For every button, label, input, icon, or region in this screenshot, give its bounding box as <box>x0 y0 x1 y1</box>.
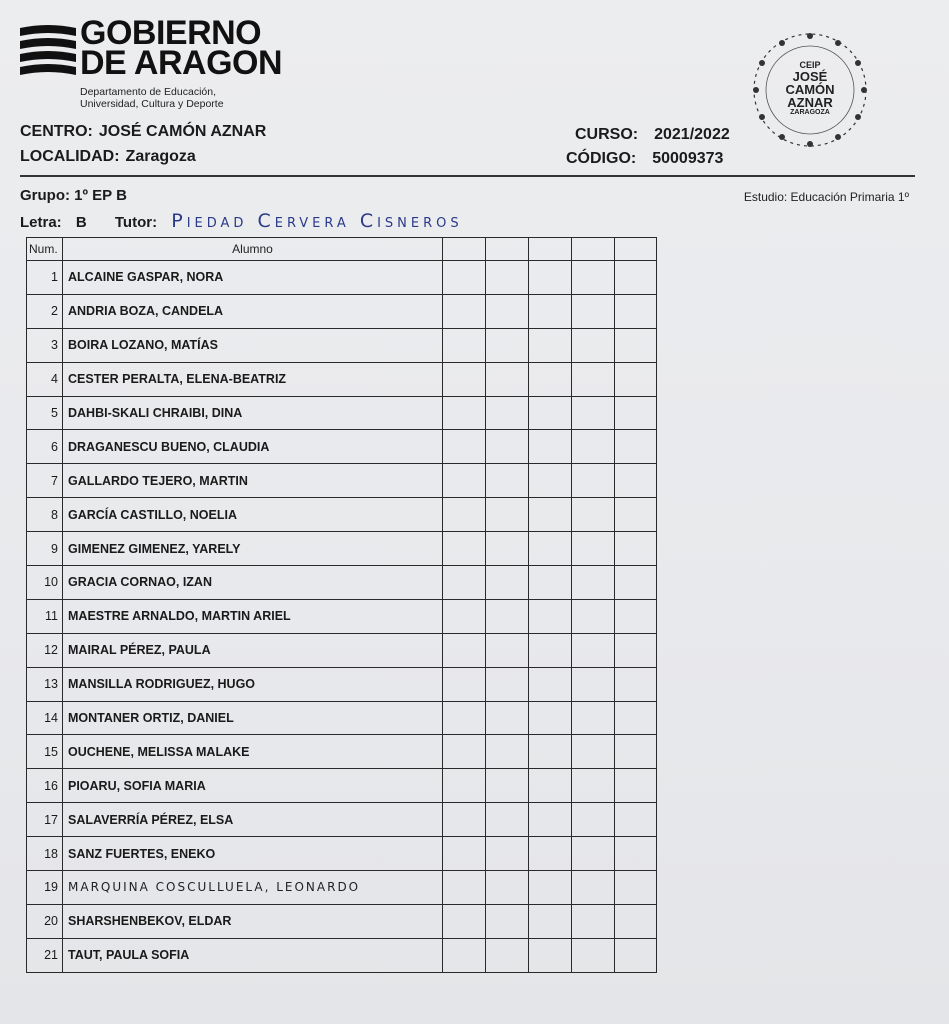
blank-cell <box>486 803 529 837</box>
blank-cell <box>486 362 529 396</box>
codigo-field <box>566 150 723 168</box>
blank-cell <box>443 769 486 803</box>
blank-cell <box>615 362 657 396</box>
student-number: 7 <box>27 464 63 498</box>
blank-cell <box>572 701 615 735</box>
blank-cell <box>615 837 657 871</box>
blank-column-header <box>615 238 657 261</box>
blank-cell <box>572 803 615 837</box>
blank-cell <box>529 294 572 328</box>
blank-cell <box>615 599 657 633</box>
blank-cell <box>529 430 572 464</box>
table-row <box>27 769 657 803</box>
grupo-label: Grupo: <box>20 187 70 204</box>
blank-cell <box>529 871 572 905</box>
blank-cell <box>615 396 657 430</box>
blank-cell <box>486 464 529 498</box>
blank-cell <box>443 701 486 735</box>
blank-cell <box>572 769 615 803</box>
blank-cell <box>572 633 615 667</box>
blank-cell <box>443 871 486 905</box>
localidad-value: Zaragoza <box>125 148 196 165</box>
logo-stripes-icon <box>20 24 76 80</box>
codigo-label: CÓDIGO: <box>566 150 637 167</box>
blank-cell <box>443 498 486 532</box>
student-name: DRAGANESCU BUENO, CLAUDIA <box>63 430 443 464</box>
blank-cell <box>572 294 615 328</box>
department-name <box>80 86 224 110</box>
blank-cell <box>486 261 529 295</box>
blank-cell <box>486 904 529 938</box>
student-number: 19 <box>27 871 63 905</box>
blank-cell <box>572 904 615 938</box>
table-row <box>27 261 657 295</box>
logo-line-2: DE ARAGON <box>80 44 283 82</box>
blank-cell <box>486 735 529 769</box>
blank-cell <box>529 464 572 498</box>
blank-cell <box>443 667 486 701</box>
blank-cell <box>529 938 572 972</box>
blank-cell <box>615 735 657 769</box>
student-name: TAUT, PAULA SOFIA <box>63 938 443 972</box>
blank-cell <box>615 667 657 701</box>
blank-cell <box>572 328 615 362</box>
blank-cell <box>486 396 529 430</box>
table-row <box>27 599 657 633</box>
student-name: GARCÍA CASTILLO, NOELIA <box>63 498 443 532</box>
curso-label: CURSO: <box>575 126 639 143</box>
blank-cell <box>615 294 657 328</box>
student-number: 20 <box>27 904 63 938</box>
student-number: 10 <box>27 566 63 600</box>
department-line-1: Departamento de Educación, <box>80 86 217 98</box>
blank-cell <box>443 938 486 972</box>
codigo-value: 50009373 <box>652 150 724 167</box>
seal-line-2: JOSÉ <box>792 69 828 84</box>
tutor-label: Tutor: <box>114 214 158 231</box>
blank-column-header <box>486 238 529 261</box>
blank-cell <box>443 566 486 600</box>
seal-line-3: CAMÓN <box>785 82 835 97</box>
table-row <box>27 294 657 328</box>
letra-tutor-field <box>20 210 463 232</box>
table-row <box>27 498 657 532</box>
blank-cell <box>615 871 657 905</box>
student-number: 17 <box>27 803 63 837</box>
student-number: 14 <box>27 701 63 735</box>
blank-cell <box>486 837 529 871</box>
estudio-label: Estudio: Educación Primaria 1º <box>743 190 909 204</box>
blank-cell <box>486 938 529 972</box>
curso-value: 2021/2022 <box>654 126 730 143</box>
student-name: MAIRAL PÉREZ, PAULA <box>63 633 443 667</box>
blank-cell <box>529 396 572 430</box>
blank-cell <box>486 532 529 566</box>
blank-cell <box>529 362 572 396</box>
grupo-field <box>20 187 127 204</box>
student-name: SHARSHENBEKOV, ELDAR <box>63 904 443 938</box>
student-number: 5 <box>27 396 63 430</box>
blank-cell <box>572 871 615 905</box>
table-row <box>27 904 657 938</box>
student-number: 16 <box>27 769 63 803</box>
student-name: SANZ FUERTES, ENEKO <box>63 837 443 871</box>
blank-cell <box>443 396 486 430</box>
localidad-field <box>20 148 196 166</box>
table-row <box>27 938 657 972</box>
blank-cell <box>529 261 572 295</box>
table-row <box>27 837 657 871</box>
seal-line-5: ZARAGOZA <box>790 109 830 116</box>
table-row <box>27 871 657 905</box>
blank-cell <box>486 871 529 905</box>
blank-cell <box>443 328 486 362</box>
blank-cell <box>529 701 572 735</box>
blank-cell <box>443 599 486 633</box>
student-number: 2 <box>27 294 63 328</box>
student-name: BOIRA LOZANO, MATÍAS <box>63 328 443 362</box>
blank-cell <box>443 464 486 498</box>
blank-cell <box>529 769 572 803</box>
blank-cell <box>572 938 615 972</box>
student-name: GALLARDO TEJERO, MARTIN <box>63 464 443 498</box>
student-number: 13 <box>27 667 63 701</box>
student-name: MANSILLA RODRIGUEZ, HUGO <box>63 667 443 701</box>
seal-line-4: AZNAR <box>787 95 833 110</box>
letra-label: Letra: <box>20 214 62 231</box>
tutor-value: Piedad Cervera Cisneros <box>171 210 463 232</box>
blank-cell <box>486 769 529 803</box>
blank-cell <box>486 633 529 667</box>
blank-cell <box>572 599 615 633</box>
blank-cell <box>615 938 657 972</box>
student-number: 18 <box>27 837 63 871</box>
student-name: PIOARU, SOFIA MARIA <box>63 769 443 803</box>
blank-cell <box>615 464 657 498</box>
student-name: OUCHENE, MELISSA MALAKE <box>63 735 443 769</box>
blank-cell <box>615 261 657 295</box>
table-row <box>27 464 657 498</box>
table-header-row <box>27 238 657 261</box>
student-name: MAESTRE ARNALDO, MARTIN ARIEL <box>63 599 443 633</box>
student-number: 6 <box>27 430 63 464</box>
grupo-value: 1º EP B <box>74 187 127 204</box>
blank-column-header <box>572 238 615 261</box>
alumno-column-header: Alumno <box>63 238 443 261</box>
blank-cell <box>529 599 572 633</box>
table-row <box>27 566 657 600</box>
blank-cell <box>486 294 529 328</box>
blank-cell <box>529 904 572 938</box>
centro-value: JOSÉ CAMÓN AZNAR <box>98 123 267 140</box>
student-name: ALCAINE GASPAR, NORA <box>63 261 443 295</box>
blank-cell <box>615 566 657 600</box>
blank-cell <box>486 701 529 735</box>
blank-cell <box>615 701 657 735</box>
student-number: 4 <box>27 362 63 396</box>
blank-cell <box>615 532 657 566</box>
blank-cell <box>443 904 486 938</box>
school-seal <box>750 30 870 150</box>
blank-cell <box>443 803 486 837</box>
blank-cell <box>615 328 657 362</box>
student-number: 11 <box>27 599 63 633</box>
student-name: SALAVERRÍA PÉREZ, ELSA <box>63 803 443 837</box>
blank-cell <box>529 633 572 667</box>
table-row <box>27 803 657 837</box>
table-row <box>27 328 657 362</box>
blank-cell <box>486 566 529 600</box>
blank-cell <box>529 328 572 362</box>
table-row <box>27 735 657 769</box>
num-column-header: Num. <box>27 238 63 261</box>
blank-cell <box>615 803 657 837</box>
blank-cell <box>529 532 572 566</box>
blank-cell <box>529 667 572 701</box>
blank-cell <box>615 904 657 938</box>
blank-cell <box>529 566 572 600</box>
student-name: GRACIA CORNAO, IZAN <box>63 566 443 600</box>
student-number: 1 <box>27 261 63 295</box>
blank-cell <box>572 430 615 464</box>
student-number: 9 <box>27 532 63 566</box>
blank-cell <box>615 769 657 803</box>
blank-cell <box>486 430 529 464</box>
blank-cell <box>443 633 486 667</box>
blank-column-header <box>529 238 572 261</box>
department-line-2: Universidad, Cultura y Deporte <box>80 98 224 110</box>
blank-cell <box>529 498 572 532</box>
blank-cell <box>443 532 486 566</box>
blank-cell <box>486 667 529 701</box>
blank-cell <box>443 294 486 328</box>
blank-cell <box>572 396 615 430</box>
student-name: MARQUINA COSCULLUELA, LEONARDO <box>63 871 443 905</box>
blank-cell <box>529 735 572 769</box>
table-row <box>27 701 657 735</box>
blank-cell <box>572 498 615 532</box>
table-row <box>27 667 657 701</box>
student-number: 21 <box>27 938 63 972</box>
student-table <box>26 237 657 973</box>
student-number: 12 <box>27 633 63 667</box>
logo-line-1: GOBIERNO <box>80 14 262 52</box>
blank-cell <box>529 803 572 837</box>
student-number: 3 <box>27 328 63 362</box>
blank-cell <box>443 362 486 396</box>
student-number: 8 <box>27 498 63 532</box>
table-row <box>27 633 657 667</box>
blank-cell <box>615 430 657 464</box>
table-row <box>27 396 657 430</box>
blank-cell <box>572 464 615 498</box>
table-row <box>27 430 657 464</box>
localidad-label: LOCALIDAD: <box>20 148 120 165</box>
table-row <box>27 362 657 396</box>
blank-cell <box>572 667 615 701</box>
blank-cell <box>443 735 486 769</box>
blank-cell <box>615 498 657 532</box>
student-name: MONTANER ORTIZ, DANIEL <box>63 701 443 735</box>
student-number: 15 <box>27 735 63 769</box>
student-name: GIMENEZ GIMENEZ, YARELY <box>63 532 443 566</box>
blank-cell <box>529 837 572 871</box>
header-divider <box>20 175 915 177</box>
blank-cell <box>615 633 657 667</box>
centro-field <box>20 123 266 141</box>
blank-cell <box>572 837 615 871</box>
curso-field <box>575 126 730 144</box>
blank-cell <box>572 735 615 769</box>
blank-cell <box>572 532 615 566</box>
centro-label: CENTRO: <box>20 123 93 140</box>
blank-cell <box>572 261 615 295</box>
blank-cell <box>486 599 529 633</box>
letra-value: B <box>75 214 87 231</box>
blank-cell <box>443 837 486 871</box>
seal-line-1: CEIP <box>799 60 821 70</box>
student-name: ANDRIA BOZA, CANDELA <box>63 294 443 328</box>
student-name: DAHBI-SKALI CHRAIBI, DINA <box>63 396 443 430</box>
blank-cell <box>572 566 615 600</box>
blank-cell <box>443 430 486 464</box>
blank-cell <box>486 328 529 362</box>
blank-cell <box>572 362 615 396</box>
blank-cell <box>443 261 486 295</box>
blank-column-header <box>443 238 486 261</box>
blank-cell <box>486 498 529 532</box>
student-name: CESTER PERALTA, ELENA-BEATRIZ <box>63 362 443 396</box>
table-row <box>27 532 657 566</box>
